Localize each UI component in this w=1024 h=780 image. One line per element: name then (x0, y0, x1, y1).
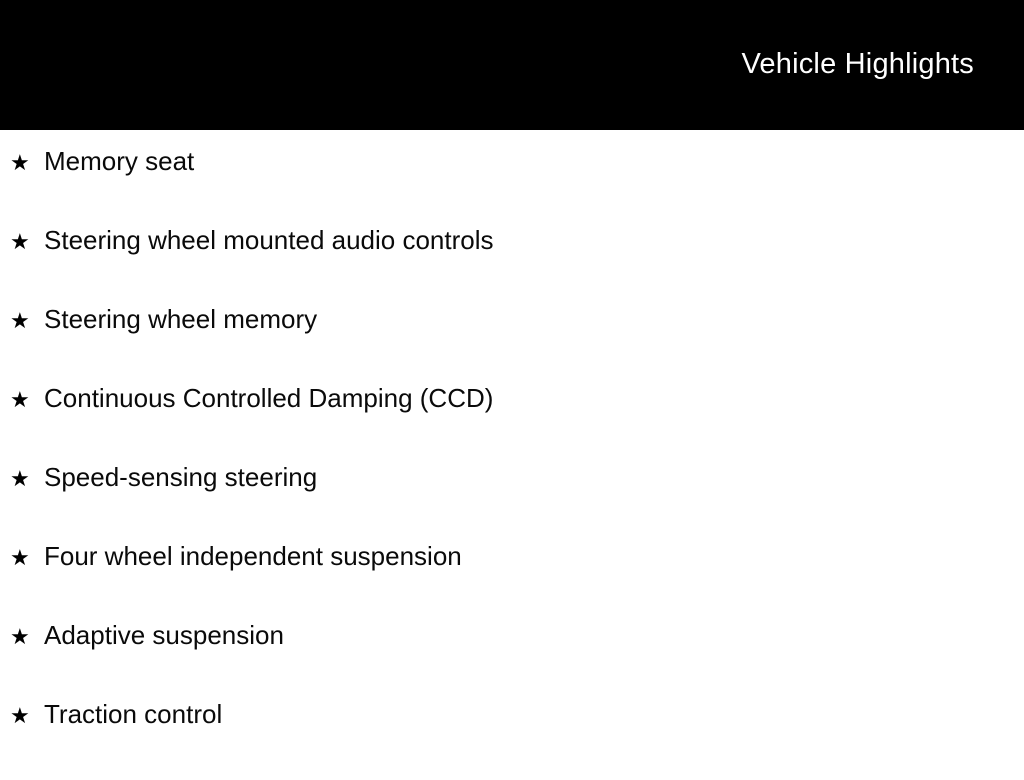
list-item (0, 622, 1024, 701)
feature-label: Traction control (44, 699, 223, 729)
star-icon: ★ (10, 624, 30, 649)
list-item (0, 464, 1024, 543)
feature-label: Four wheel independent suspension (44, 541, 462, 571)
feature-label: Steering wheel memory (44, 304, 318, 334)
list-item (0, 227, 1024, 306)
star-icon: ★ (10, 703, 30, 728)
feature-label: Speed-sensing steering (44, 462, 318, 492)
header-bar (0, 0, 1024, 130)
list-item (0, 543, 1024, 622)
list-item (0, 306, 1024, 385)
star-icon: ★ (10, 466, 30, 491)
page-title: Vehicle Highlights (741, 48, 974, 80)
star-icon: ★ (10, 229, 30, 254)
list-item (0, 148, 1024, 227)
feature-label: Continuous Controlled Damping (CCD) (44, 383, 494, 413)
list-item (0, 701, 1024, 780)
star-icon: ★ (10, 308, 30, 333)
vehicle-highlights-list (0, 148, 1024, 780)
star-icon: ★ (10, 545, 30, 570)
star-icon: ★ (10, 150, 30, 175)
list-item (0, 385, 1024, 464)
feature-label: Steering wheel mounted audio controls (44, 225, 494, 255)
feature-label: Memory seat (44, 146, 195, 176)
star-icon: ★ (10, 387, 30, 412)
feature-label: Adaptive suspension (44, 620, 284, 650)
